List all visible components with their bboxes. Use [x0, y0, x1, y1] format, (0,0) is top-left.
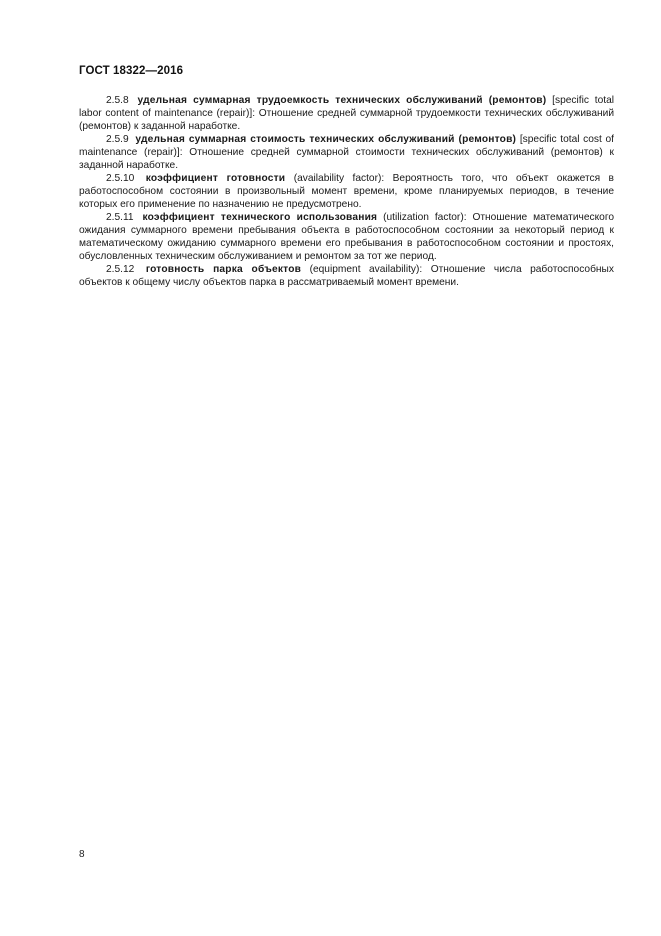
- clause-number: 2.5.11: [106, 212, 134, 223]
- term-en: (utilization factor):: [383, 212, 467, 223]
- definition-2-5-12: [79, 263, 614, 289]
- definition-text: Вероятность того, что объект окажется в работоспособном состоянии в произвольный момент времени, кроме планируемых периодов, в течение которых его применение по назначению не предусмотрено.: [79, 173, 614, 210]
- term-en: [specific total cost of maintenance (repair)]:: [79, 134, 614, 158]
- definition-text: Отношение числа работоспособных объектов к общему числу объектов парка в рассматриваемый момент времени.: [79, 264, 614, 288]
- page-number: 8: [79, 849, 85, 860]
- document-header: ГОСТ 18322—2016: [79, 65, 184, 77]
- document-body: [79, 94, 614, 289]
- clause-number: 2.5.10: [106, 173, 135, 184]
- term-ru: удельная суммарная трудоемкость технических обслуживаний (ремонтов): [137, 95, 547, 106]
- term-en: (equipment availability):: [309, 264, 423, 275]
- term-en: [specific total labor content of maintenance (repair)]:: [79, 95, 614, 119]
- definition-2-5-9: [79, 133, 614, 172]
- definition-2-5-8: [79, 94, 614, 133]
- definition-text: Отношение средней суммарной стоимости технических обслуживаний (ремонтов) к заданной наработке.: [79, 147, 614, 171]
- term-ru: готовность парка объектов: [145, 264, 302, 275]
- clause-number: 2.5.9: [106, 134, 129, 145]
- definition-2-5-10: [79, 172, 614, 211]
- clause-number: 2.5.12: [106, 264, 135, 275]
- term-ru: удельная суммарная стоимость технических обслуживаний (ремонтов): [135, 134, 517, 145]
- definition-2-5-11: [79, 211, 614, 263]
- definition-text: Отношение средней суммарной трудоемкости технических обслуживаний (ремонтов) к заданной наработке.: [79, 108, 615, 132]
- term-ru: коэффициент технического использования: [142, 212, 378, 223]
- clause-number: 2.5.8: [106, 95, 129, 106]
- definition-text: Отношение математического ожидания суммарного времени пребывания объекта в работоспособном состоянии за некоторый период к математическому ожиданию суммарного времени его пребывания в работоспособном состоянии и простоях, обусловленных техническим обслуживанием и ремонтом за тот же период.: [79, 212, 614, 262]
- term-ru: коэффициент готовности: [145, 173, 286, 184]
- term-en: (availability factor):: [293, 173, 385, 184]
